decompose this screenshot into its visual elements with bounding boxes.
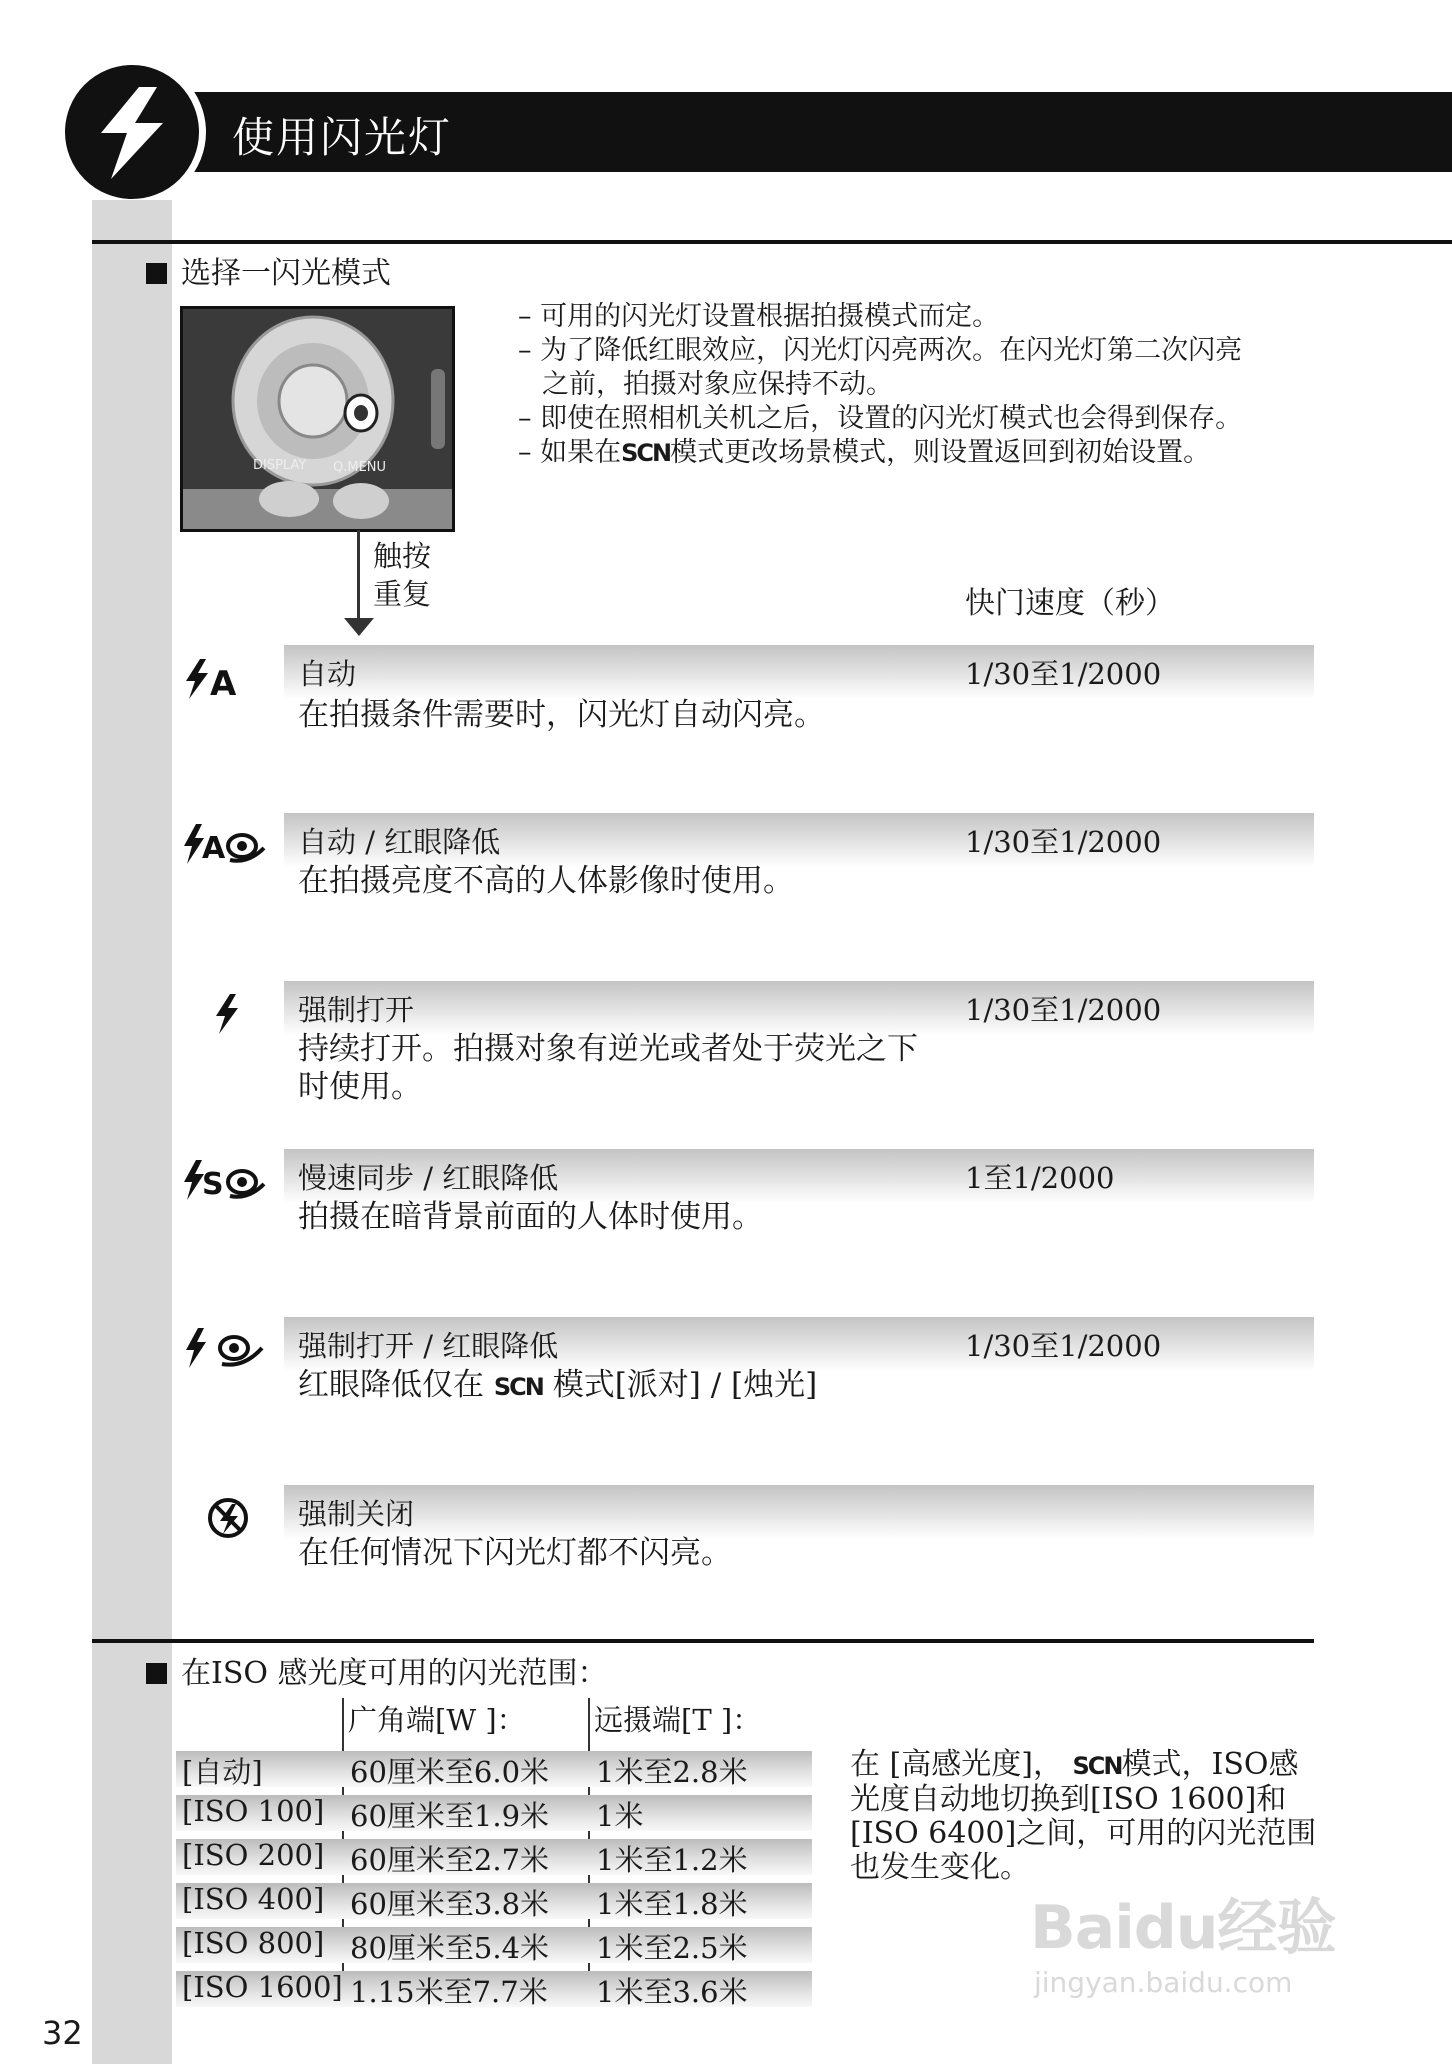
- flash-forced-on-redeye-icon: [182, 1324, 272, 1372]
- flash-badge: [58, 58, 206, 206]
- mode-name: 强制打开 / 红眼降低: [298, 1329, 559, 1363]
- iso-note: 在 [高感光度]， SCN模式，ISO感光度自动地切换到[ISO 1600]和[ISO 6400]之间，可用的闪光范围也发生变化。: [850, 1747, 1317, 1885]
- table-row: [176, 1924, 816, 1964]
- mode-name: 自动 / 红眼降低: [298, 825, 501, 859]
- section-rule: [92, 1639, 1314, 1643]
- iso-label: [自动]: [182, 1755, 263, 1789]
- note-line: – 即使在照相机关机之后，设置的闪光灯模式也会得到保存。: [518, 403, 1243, 434]
- notes-block: [518, 300, 1418, 470]
- camera-label-qmenu: Q.MENU: [333, 460, 387, 475]
- table-body: [176, 1748, 816, 2008]
- bullet-square-icon: [146, 1663, 167, 1684]
- table-row: [176, 1748, 816, 1788]
- note-line: – 可用的闪光灯设置根据拍摄模式而定。: [518, 301, 1000, 332]
- mode-description: 在拍摄亮度不高的人体影像时使用。: [298, 863, 794, 899]
- mode-description: 红眼降低仅在 SCN 模式[派对] / [烛光]: [298, 1367, 818, 1403]
- wide-range: 60厘米至1.9米: [350, 1799, 550, 1833]
- section-rule: [92, 240, 1452, 244]
- mode-shutter-speed: 1/30至1/2000: [965, 1329, 1162, 1363]
- column-header-tele: 远摄端[T ]：: [594, 1703, 762, 1737]
- mode-name: 慢速同步 / 红眼降低: [298, 1161, 559, 1195]
- flash-auto-redeye-icon: [182, 820, 272, 868]
- mode-name: 自动: [298, 657, 357, 691]
- touch-repeat-label: 触按 重复: [373, 539, 432, 611]
- wide-range: 1.15米至7.7米: [350, 1975, 548, 2009]
- tele-range: 1米至1.2米: [596, 1843, 748, 1877]
- iso-label: [ISO 100]: [182, 1794, 325, 1828]
- flash-icon: [93, 87, 171, 179]
- mode-shutter-speed: 1/30至1/2000: [965, 993, 1162, 1027]
- wide-range: 60厘米至2.7米: [350, 1843, 550, 1877]
- scn-mode-icon: SCN: [1072, 1752, 1122, 1780]
- mode-description: 在任何情况下闪光灯都不闪亮。: [298, 1535, 732, 1571]
- iso-label: [ISO 400]: [182, 1882, 325, 1916]
- table-row: [176, 1836, 816, 1876]
- mode-shutter-speed: 1/30至1/2000: [965, 825, 1162, 859]
- camera-photo: [180, 306, 455, 532]
- table-row: [176, 1880, 816, 1920]
- svg-text:A: A: [202, 831, 226, 866]
- page-title: 使用闪光灯: [232, 113, 453, 162]
- iso-label: [ISO 800]: [182, 1926, 325, 1960]
- iso-label: [ISO 1600]: [182, 1970, 343, 2004]
- iso-label: [ISO 200]: [182, 1838, 325, 1872]
- flash-forced-on-icon: [182, 990, 272, 1038]
- section-heading-mode: [146, 248, 391, 292]
- mode-description: 在拍摄条件需要时，闪光灯自动闪亮。: [298, 697, 825, 733]
- wide-range: 60厘米至6.0米: [350, 1755, 550, 1789]
- scn-mode-icon: SCN: [493, 1373, 543, 1401]
- side-bar: [92, 200, 172, 2064]
- camera-label-display: DISPLAY: [253, 458, 307, 473]
- scn-mode-icon: SCN: [621, 439, 671, 467]
- arrow-down-icon: [344, 618, 374, 636]
- camera-dial-illustration: [183, 309, 453, 531]
- iso-flash-range-table: [176, 1698, 816, 2009]
- wide-range: 60厘米至3.8米: [350, 1887, 550, 1921]
- wide-range: 80厘米至5.4米: [350, 1931, 550, 1965]
- section-heading-text: 在ISO 感光度可用的闪光范围：: [181, 1656, 608, 1691]
- note-line: – 为了降低红眼效应，闪光灯闪亮两次。在闪光灯第二次闪亮: [518, 335, 1243, 366]
- table-row: [176, 1968, 816, 2008]
- mode-name: 强制打开: [298, 993, 415, 1027]
- arrow-line: [357, 530, 360, 620]
- tele-range: 1米至3.6米: [596, 1975, 748, 2009]
- mode-description: 持续打开。拍摄对象有逆光或者处于荧光之下时使用。: [298, 1031, 918, 1105]
- bullet-square-icon: [146, 263, 167, 284]
- column-header-wide: 广角端[W ]：: [348, 1703, 526, 1737]
- section-heading-iso: [146, 1648, 608, 1692]
- page-number: 32: [42, 2014, 83, 2052]
- mode-row-band: [284, 1485, 1314, 1539]
- tele-range: 1米至2.8米: [596, 1755, 748, 1789]
- tele-range: 1米: [596, 1799, 644, 1833]
- mode-description: 拍摄在暗背景前面的人体时使用。: [298, 1199, 763, 1235]
- tele-range: 1米至2.5米: [596, 1931, 748, 1965]
- svg-text:A: A: [210, 664, 237, 703]
- tele-range: 1米至1.8米: [596, 1887, 748, 1921]
- section-heading-text: 选择一闪光模式: [181, 256, 391, 291]
- svg-text:S: S: [202, 1167, 224, 1202]
- note-line: – 如果在SCN模式更改场景模式，则设置返回到初始设置。: [518, 437, 1211, 468]
- flash-slow-sync-redeye-icon: [182, 1156, 272, 1204]
- mode-name: 强制关闭: [298, 1497, 415, 1531]
- watermark-logo: Baidu经验 jingyan.baidu.com: [1030, 1893, 1336, 1999]
- mode-shutter-speed: 1至1/2000: [965, 1161, 1115, 1195]
- table-row: [176, 1792, 816, 1832]
- mode-shutter-speed: 1/30至1/2000: [965, 657, 1162, 691]
- shutter-speed-header: 快门速度（秒）: [965, 586, 1175, 621]
- note-line: 之前，拍摄对象应保持不动。: [542, 369, 893, 400]
- flash-forced-off-icon: [182, 1494, 272, 1542]
- flash-auto-icon: [182, 655, 272, 703]
